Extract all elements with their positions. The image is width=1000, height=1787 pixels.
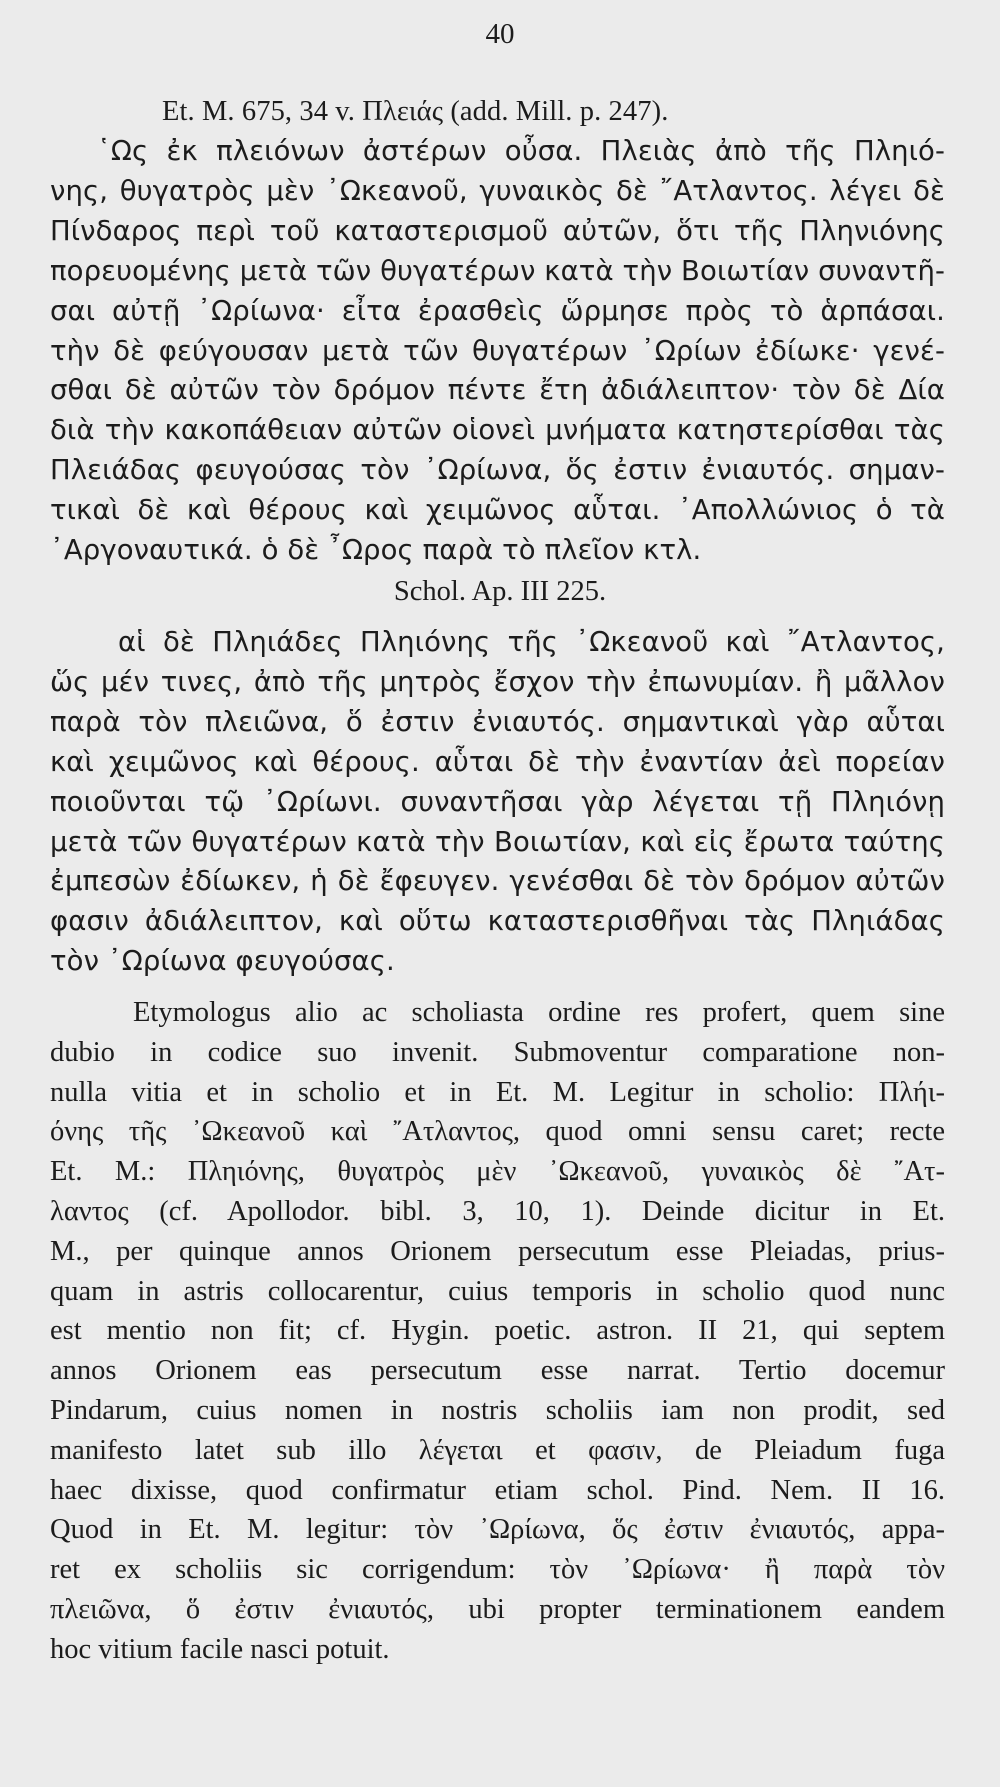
text-line: ῾Ως ἐκ πλειόνων ἀστέρων οὖσα. Πλειὰς ἀπὸ τῆς Πληιό-: [97, 135, 945, 167]
etym-reference-line: Et. M. 675, 34 v. Πλειάς (add. Mill. p. 247).: [162, 96, 669, 127]
scholion-block: [50, 623, 945, 982]
text-line: όνης τῆς ᾿Ωκεανοῦ καὶ ῎Ατλαντος, quod omni sensu caret; recte: [50, 1116, 945, 1148]
text-line: καὶ χειμῶνος καὶ θέρους. αὗται δὲ τὴν ἐναντίαν ἀεὶ πορείαν: [50, 745, 945, 778]
text-line: Pindarum, cuius nomen in nostris scholiis iam non prodit, sed: [50, 1394, 945, 1426]
page-number: 40: [485, 18, 515, 50]
text-line: αἱ δὲ Πληιάδες Πληιόνης τῆς ᾿Ωκεανοῦ καὶ ῎Ατλαντος,: [118, 626, 945, 658]
text-line: πλειῶνα, ὅ ἐστιν ἐνιαυτός, ubi propter terminationem eandem: [50, 1593, 945, 1625]
text-line: τὴν δὲ φεύγουσαν μετὰ τῶν θυγατέρων ᾿Ωρίων ἐδίωκε· γενέ-: [50, 334, 945, 367]
text-line: ποιοῦνται τῷ ᾿Ωρίωνι. συναντῆσαι γὰρ λέγεται τῇ Πληιόνῃ: [50, 785, 945, 818]
text-line: τικαὶ δὲ καὶ θέρους καὶ χειμῶνος αὗται. ᾿Απολλώνιος ὁ τὰ: [50, 494, 945, 527]
text-line: Πίνδαρος περὶ τοῦ καταστερισμοῦ αὐτῶν, ὅτι τῆς Πληνιόνης: [50, 214, 945, 247]
text-line: dubio in codice suo invenit. Submoventur comparatione non-: [50, 1036, 945, 1068]
text-line: Quod in Et. M. legitur: τὸν ᾿Ωρίωνα, ὅς ἐστιν ἐνιαυτός, appa-: [50, 1514, 945, 1546]
text-line: σθαι δὲ αὐτῶν τὸν δρόμον πέντε ἔτη ἀδιάλειπτον· τὸν δὲ Δία: [50, 374, 945, 407]
text-line: manifesto latet sub illo λέγεται et φασιν, de Pleiadum fuga: [50, 1434, 945, 1466]
text-line: ret ex scholiis sic corrigendum: τὸν ᾿Ωρίωνα· ἢ παρὰ τὸν: [50, 1554, 945, 1586]
text-line: ὥς μέν τινες, ἀπὸ τῆς μητρὸς ἔσχον τὴν ἐπωνυμίαν. ἢ μᾶλλον: [50, 665, 945, 698]
text-line: nulla vitia et in scholio et in Et. M. Legitur in scholio: Πλήι-: [50, 1076, 945, 1108]
text-line: haec dixisse, quod confirmatur etiam schol. Pind. Nem. II 16.: [50, 1474, 945, 1506]
text-line: διὰ τὴν κακοπάθειαν αὐτῶν οἱονεὶ μνήματα κατηστερίσθαι τὰς: [50, 414, 945, 447]
text-line: σαι αὐτῇ ᾿Ωρίωνα· εἶτα ἐρασθεὶς ὥρμησε πρὸς τὸ ἁρπάσαι.: [50, 294, 945, 327]
text-line: ἐμπεσὼν ἐδίωκεν, ἡ δὲ ἔφευγεν. γενέσθαι δὲ τὸν δρόμον αὐτῶν: [50, 865, 945, 898]
text-line: τὸν ᾿Ωρίωνα φευγούσας.: [50, 945, 395, 978]
text-line: φασιν ἀδιάλειπτον, καὶ οὕτω καταστερισθῆναι τὰς Πληιάδας: [50, 905, 945, 938]
text-line: Et. M.: Πληιόνης, θυγατρὸς μὲν ᾿Ωκεανοῦ, γυναικὸς δὲ ῎Ατ-: [50, 1156, 945, 1188]
text-line: παρὰ τὸν πλειῶνα, ὅ ἐστιν ἐνιαυτός. σημαντικαὶ γὰρ αὗται: [50, 705, 945, 738]
text-line: πορευομένης μετὰ τῶν θυγατέρων κατὰ τὴν Βοιωτίαν συναντῆ-: [50, 254, 945, 287]
scholion-heading: Schol. Ap. III 225.: [393, 576, 607, 607]
text-line: μετὰ τῶν θυγατέρων κατὰ τὴν Βοιωτίαν, καὶ εἰς ἔρωτα ταύτης: [50, 825, 945, 858]
text-line: νης, θυγατρὸς μὲν ᾿Ωκεανοῦ, γυναικὸς δὲ ῎Ατλαντος. λέγει δὲ: [50, 174, 945, 207]
text-line: Etymologus alio ac scholiasta ordine res profert, quem sine: [133, 997, 945, 1028]
text-line: annos Orionem eas persecutum esse narrat. Tertio docemur: [50, 1355, 945, 1387]
text-line: est mentio non fit; cf. Hygin. poetic. astron. II 21, qui septem: [50, 1315, 945, 1347]
text-line: ᾿Αργοναυτικά. ὁ δὲ ῏Ωρος παρὰ τὸ πλεῖον κτλ.: [50, 534, 702, 567]
etym-magnum-block: [50, 92, 945, 571]
commentary-block: [50, 993, 945, 1670]
text-line: Πλειάδας φευγούσας τὸν ᾿Ωρίωνα, ὅς ἐστιν ἐνιαυτός. σημαν-: [50, 454, 945, 487]
text-line: λαντος (cf. Apollodor. bibl. 3, 10, 1). Deinde dicitur in Et.: [50, 1195, 945, 1227]
text-line: quam in astris collocarentur, cuius temporis in scholio quod nunc: [50, 1275, 945, 1307]
text-line: hoc vitium facile nasci potuit.: [50, 1633, 390, 1665]
text-line: M., per quinque annos Orionem persecutum esse Pleiadas, prius-: [50, 1235, 945, 1267]
